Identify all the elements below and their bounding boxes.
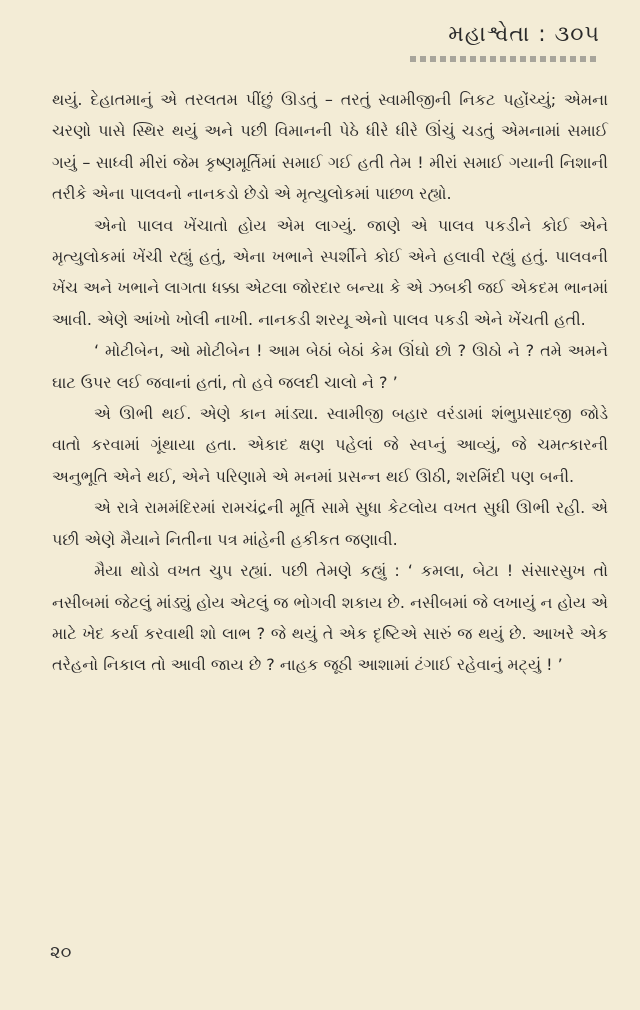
page-body xyxy=(52,84,608,681)
header-underline xyxy=(410,56,600,62)
paragraph: એનો પાલવ ખેંચાતો હોય એમ લાગ્યું. જાણે એ પાલવ પકડીને કોઈ એને મૃત્યુલોકમાં ખેંચી રહ્યું હતું, એના ખભાને સ્પર્શીને કોઈ એને હલાવી રહ્યું હતું. પાલવની ખેંચ અને ખભાને લાગતા ધક્કા એટલા જોરદાર બન્યા કે એ ઝબકી જઈ એકદમ ભાનમાં આવી. એણે આંખો ખોલી નાખી. નાનકડી શરયૂ એનો પાલવ પકડી એને ખેંચતી હતી. xyxy=(52,215,608,329)
paragraph: મૈયા થોડો વખત ચુપ રહ્યાં. પછી તેમણે કહ્યું : ‘ કમલા, બેટા ! સંસારસુખ તો નસીબમાં જેટલું માંડ્યું હોય એટલું જ ભોગવી શકાય છે. નસીબમાં જે લખાયું ન હોય એ માટે ખેદ કર્યા કરવાથી શો લાભ ? જે થયું તે એક દૃષ્ટિએ સારું જ થયું છે. આખરે એક તરેહનો નિકાલ તો આવી જાય છે ? નાહક જૂઠી આશામાં ટંગાઈ રહેવાનું મટ્યું ! ’ xyxy=(52,561,608,675)
paragraph: થયું. દેહાતમાનું એ તરલતમ પીંછું ઊડતું – તરતું સ્વામીજીની નિકટ પહોંચ્યું; એમના ચરણો પાસે સ્થિર થયું અને પછી વિમાનની પેઠે ધીરે ધીરે ઊંચું ચડતું એમનામાં સમાઈ ગયું – સાધ્વી મીરાં જેમ કૃષ્ણમૂર્તિમાં સમાઈ ગઈ હતી તેમ ! મીરાં સમાઈ ગયાની નિશાની તરીકે એના પાલવનો નાનકડો છેડો એ મૃત્યુલોકમાં પાછળ રહ્યો. xyxy=(52,90,608,204)
running-header: મહાશ્વેતા : ૩૦૫ xyxy=(448,22,600,47)
paragraph: એ ઊભી થઈ. એણે કાન માંડ્યા. સ્વામીજી બહાર વરંડામાં શંભુપ્રસાદજી જોડે વાતો કરવામાં ગૂંથાયા હતા. એકાદ ક્ષણ પહેલાં જે સ્વપ્નું આવ્યું, જે ચમત્કારની અનુભૂતિ એને થઈ, એને પરિણામે એ મનમાં પ્રસન્ન થઈ ઊઠી, શરમિંદી પણ બની. xyxy=(52,404,608,486)
signature-mark: ૨૦ xyxy=(50,942,72,963)
paragraph: ‘ મોટીબેન, ઓ મોટીબેન ! આમ બેઠાં બેઠાં કેમ ઊંઘો છો ? ઊઠો ને ? તમે અમને ઘાટ ઉપર લઈ જવાનાં હતાં, તો હવે જલદી ચાલો ને ? ’ xyxy=(52,341,608,392)
paragraph: એ રાત્રે રામમંદિરમાં રામચંદ્રની મૂર્તિ સામે સુધા કેટલોય વખત સુધી ઊભી રહી. એ પછી એણે મૈયાને નિતીના પત્ર માંહેની હકીકત જણાવી. xyxy=(52,498,608,549)
